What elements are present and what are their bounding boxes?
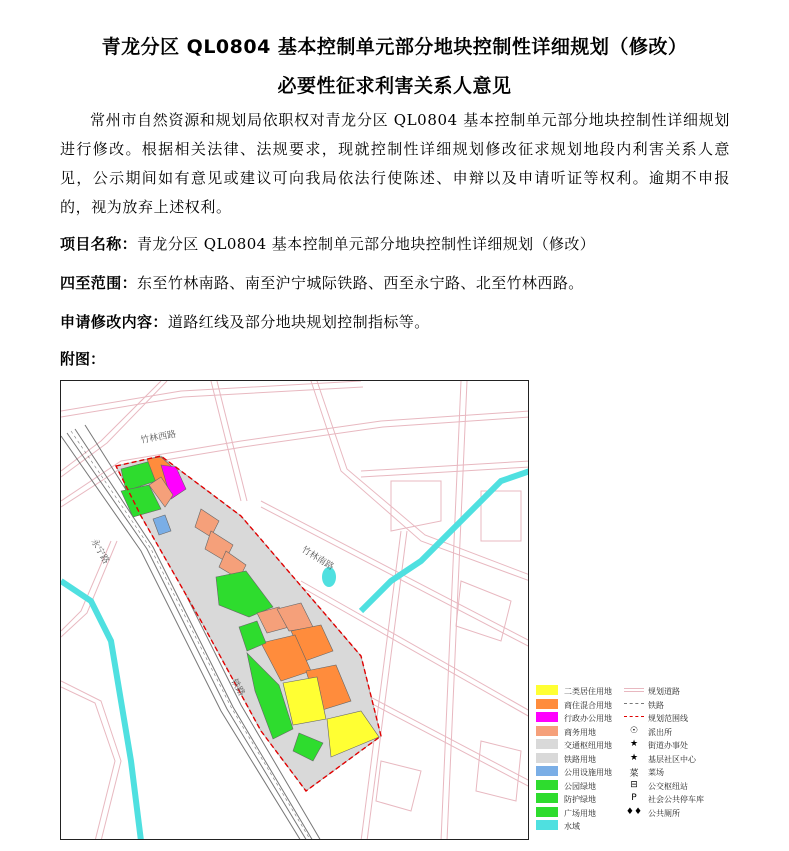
legend-label: 行政办公用地 <box>564 714 612 723</box>
legend-label: 商住混合用地 <box>564 700 612 710</box>
legend-label: 派出所 <box>648 727 672 737</box>
legend-label: 社会公共停车库 <box>648 795 704 804</box>
legend-label: 防护绿地 <box>564 795 596 804</box>
legend-label: 交通枢纽用地 <box>564 741 612 750</box>
legend-label: 街道办事处 <box>648 741 688 750</box>
legend-symbol-icon: ⊟ <box>630 779 638 790</box>
legend-swatch <box>536 807 558 817</box>
legend-symbol-icon <box>624 699 644 704</box>
legend-symbol-icon: ★ <box>629 752 639 763</box>
legend-label: 公共厕所 <box>648 808 680 818</box>
legend-symbol-icon <box>624 685 644 692</box>
legend-swatch <box>536 685 558 695</box>
legend-symbol-icon <box>624 712 644 717</box>
legend-symbol-icon: ♦♦ <box>625 806 643 817</box>
legend-swatch <box>536 780 558 790</box>
map-label-railway: 铁路 <box>228 677 247 699</box>
legend-label: 广场用地 <box>564 808 596 818</box>
modification-content-field <box>60 311 430 332</box>
map-label-north-road: 竹林西路 <box>139 429 177 446</box>
boundary-field <box>60 272 584 293</box>
project-name-value: 青龙分区 QL0804 基本控制单元部分地块控制性详细规划（修改） <box>137 235 596 253</box>
legend-label: 水域 <box>564 822 580 831</box>
legend-swatch <box>536 766 558 776</box>
project-name-field <box>60 233 595 254</box>
title-line-1: 青龙分区 QL0804 基本控制单元部分地块控制性详细规划（修改） <box>101 36 688 58</box>
planning-map-svg <box>61 381 529 840</box>
legend-swatch <box>536 739 558 749</box>
legend-label: 公用设施用地 <box>564 768 612 777</box>
intro-paragraph: 常州市自然资源和规划局依职权对青龙分区 QL0804 基本控制单元部分地块控制性详细规划进行修改。根据相关法律、法规要求，现就控制性详细规划修改征求规划地段内利害关系人意见，公示期间如有意见或建议可向我局依法行使陈述、申辩以及申请听证等权利。逾期不申报的，视为放弃上述权利。 <box>60 111 730 216</box>
map-label-west-road: 永宁路 <box>88 537 111 566</box>
project-name-label: 项目名称： <box>60 235 138 253</box>
legend-label: 菜场 <box>648 768 664 777</box>
legend-label: 规划道路 <box>648 687 680 696</box>
legend-swatch <box>536 726 558 736</box>
legend-label: 商务用地 <box>564 727 596 737</box>
boundary-value: 东至竹林南路、南至沪宁城际铁路、西至永宁路、北至竹林西路。 <box>137 274 584 292</box>
legend-label: 规划范围线 <box>648 714 688 723</box>
legend-symbol-icon: P <box>631 793 637 803</box>
legend-swatch <box>536 820 558 830</box>
legend-label: 铁路 <box>648 700 664 710</box>
legend-swatch <box>536 712 558 722</box>
legend-symbol-icon: 菜 <box>629 769 639 779</box>
boundary-label: 四至范围： <box>60 274 138 292</box>
planning-map <box>60 380 529 840</box>
title-line-2: 必要性征求利害关系人意见 <box>277 75 512 97</box>
legend-label: 二类居住用地 <box>564 687 612 696</box>
modification-content-value: 道路红线及部分地块规划控制指标等。 <box>167 313 430 331</box>
legend-label: 公园绿地 <box>564 781 596 791</box>
legend-label: 公交枢纽站 <box>648 781 688 791</box>
legend-symbol-icon: ☉ <box>629 725 639 736</box>
modification-content-label: 申请修改内容： <box>60 313 168 331</box>
map-label-east-road: 竹林南路 <box>299 545 336 573</box>
legend-swatch <box>536 699 558 709</box>
map-legend <box>536 685 776 835</box>
legend-swatch <box>536 793 558 803</box>
attachment-label: 附图： <box>60 350 106 368</box>
legend-label: 基层社区中心 <box>648 754 696 764</box>
legend-symbol-icon: ★ <box>629 739 639 749</box>
legend-label: 铁路用地 <box>564 754 596 764</box>
legend-swatch <box>536 753 558 763</box>
